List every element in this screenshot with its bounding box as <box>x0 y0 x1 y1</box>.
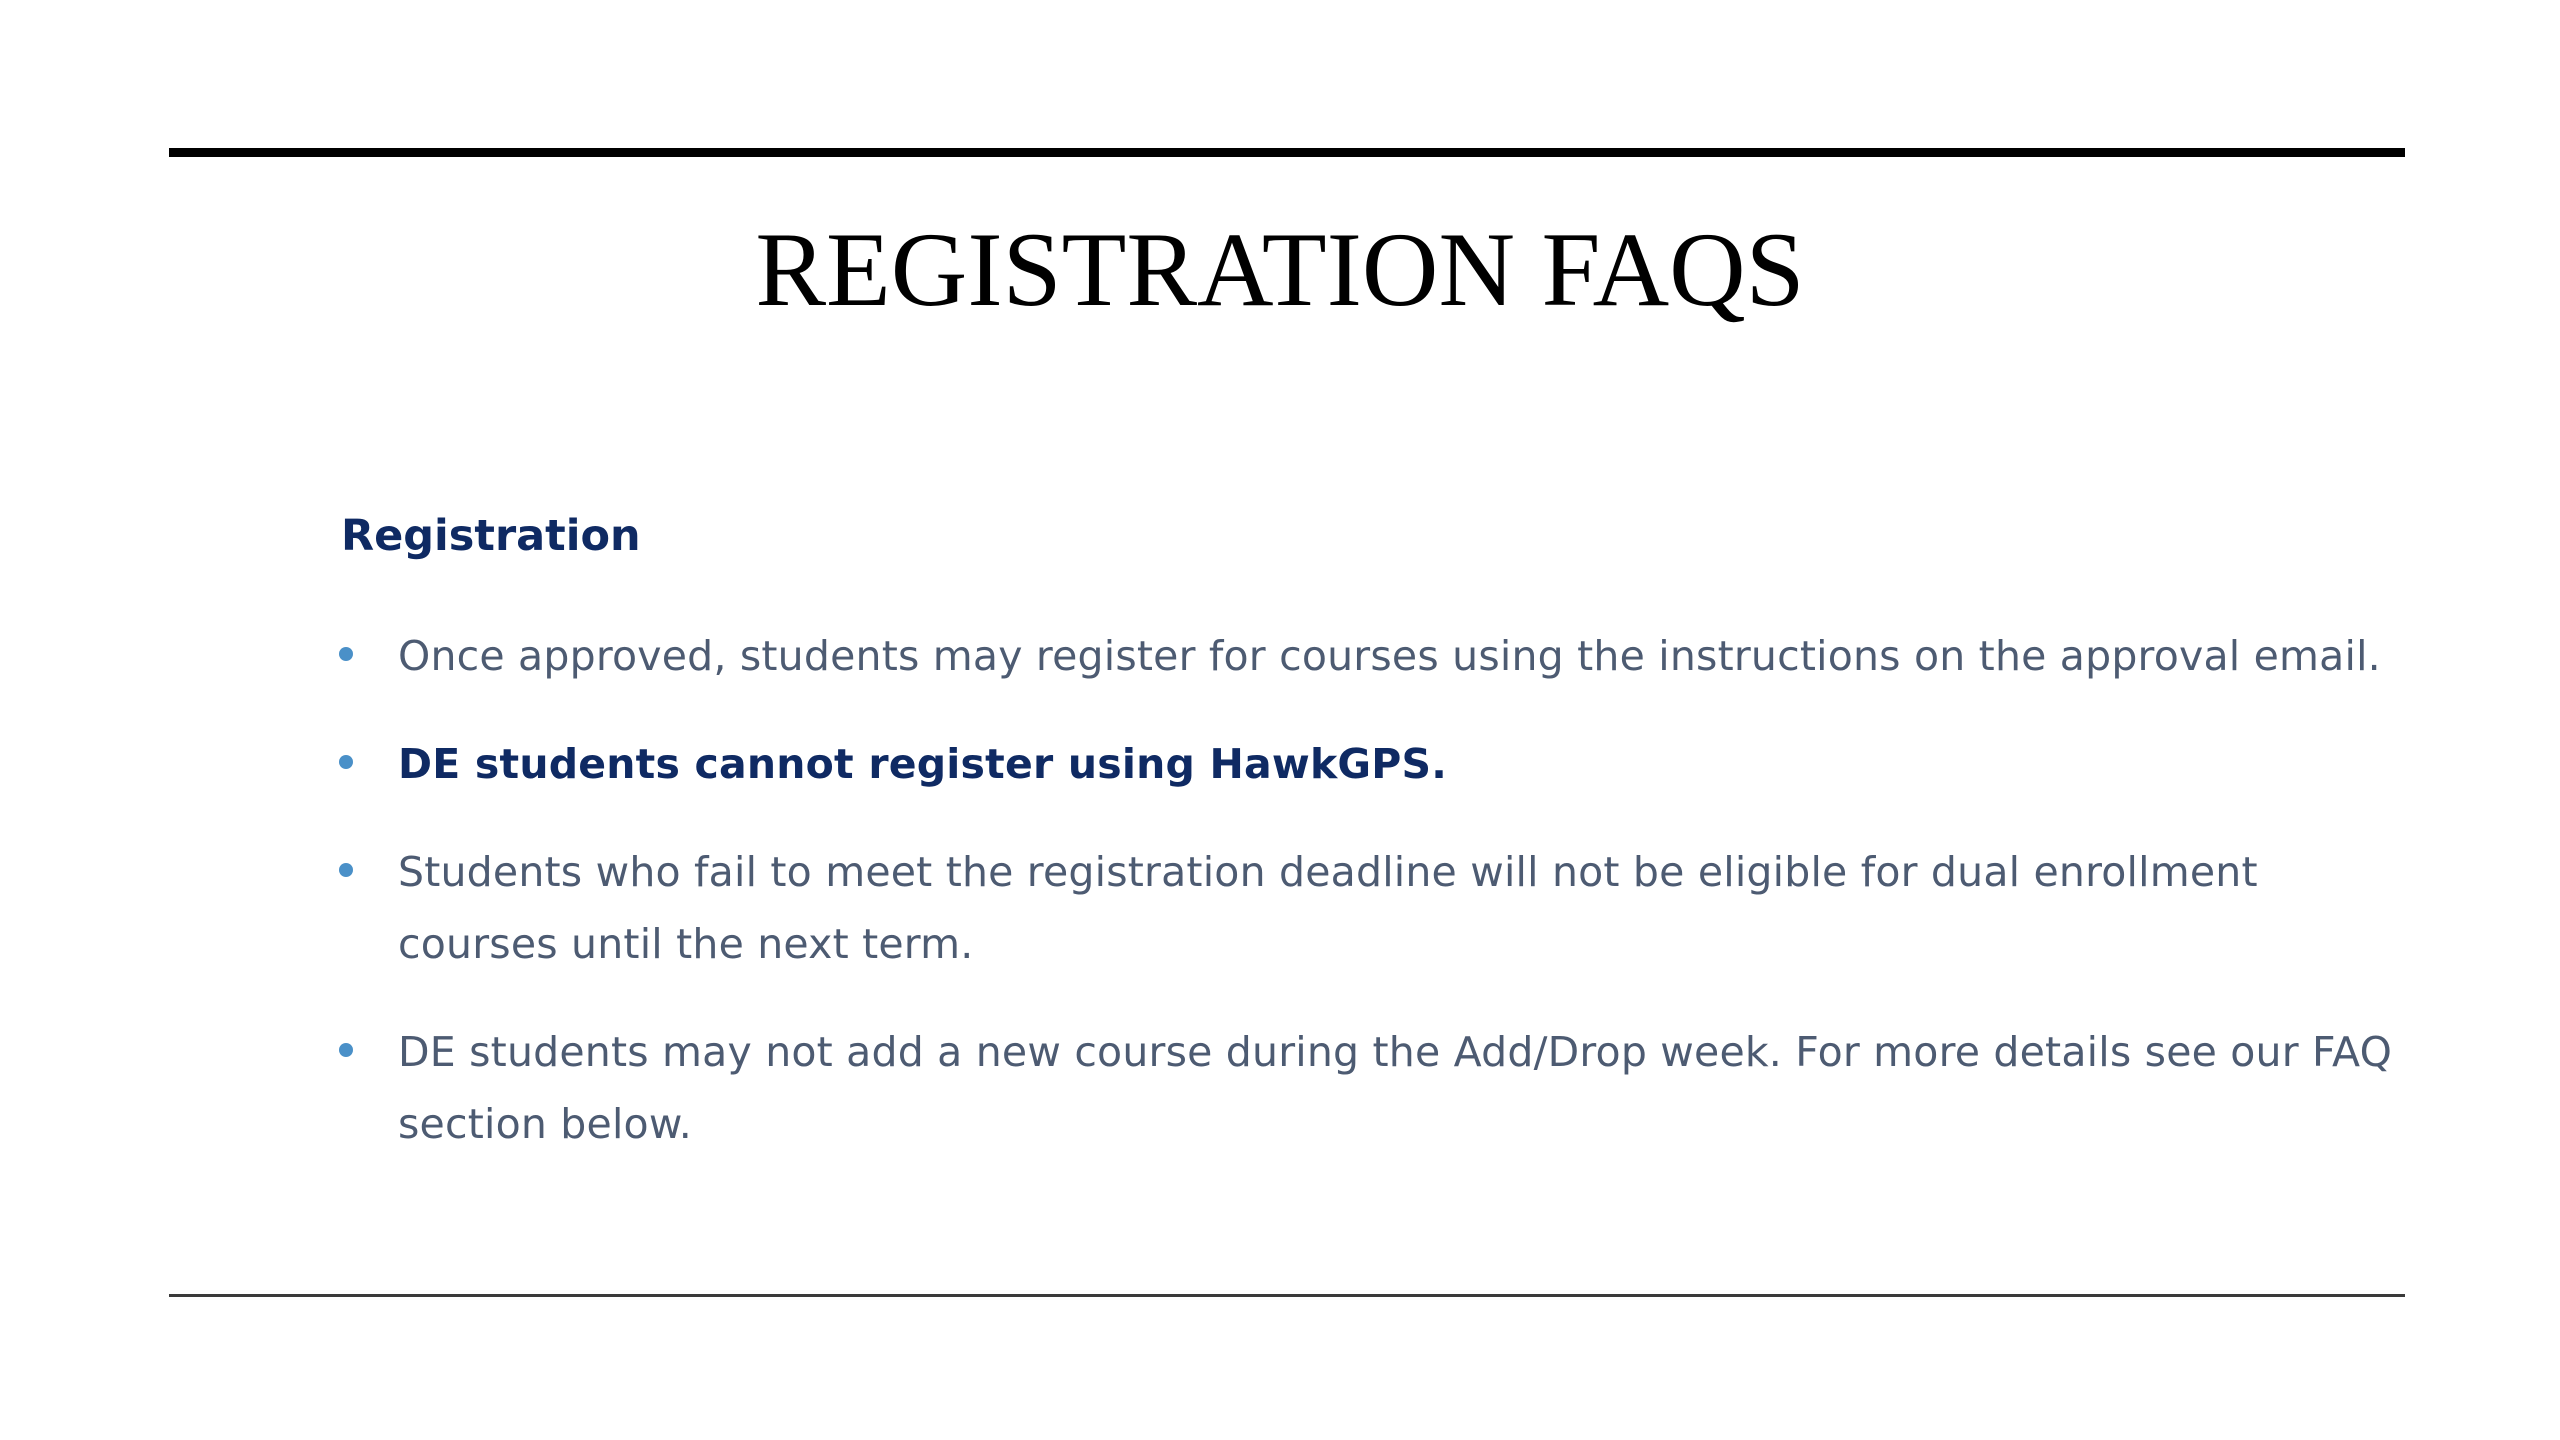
bullet-text-emphasis: DE students cannot register using HawkGPS. <box>398 740 1448 788</box>
bullet-item <box>336 728 2416 800</box>
bullet-item <box>336 1016 2416 1160</box>
bullet-dot-icon <box>339 863 353 877</box>
bullet-item <box>336 836 2416 980</box>
bullet-dot-icon <box>339 755 353 769</box>
bullet-item <box>336 620 2416 692</box>
top-divider <box>169 148 2405 157</box>
bullet-text: DE students may not add a new course during the Add/Drop week. For more details see our FAQ section below. <box>398 1028 2393 1148</box>
bullet-text: Once approved, students may register for courses using the instructions on the approval email. <box>398 632 2381 680</box>
bullet-text: Students who fail to meet the registration deadline will not be eligible for dual enrollment courses until the next term. <box>398 848 2258 968</box>
bullet-list <box>336 620 2416 1196</box>
bottom-divider <box>169 1294 2405 1297</box>
section-heading: Registration <box>341 511 641 561</box>
bullet-dot-icon <box>339 647 353 661</box>
slide-title: REGISTRATION FAQS <box>755 211 1805 328</box>
bullet-dot-icon <box>339 1043 353 1057</box>
